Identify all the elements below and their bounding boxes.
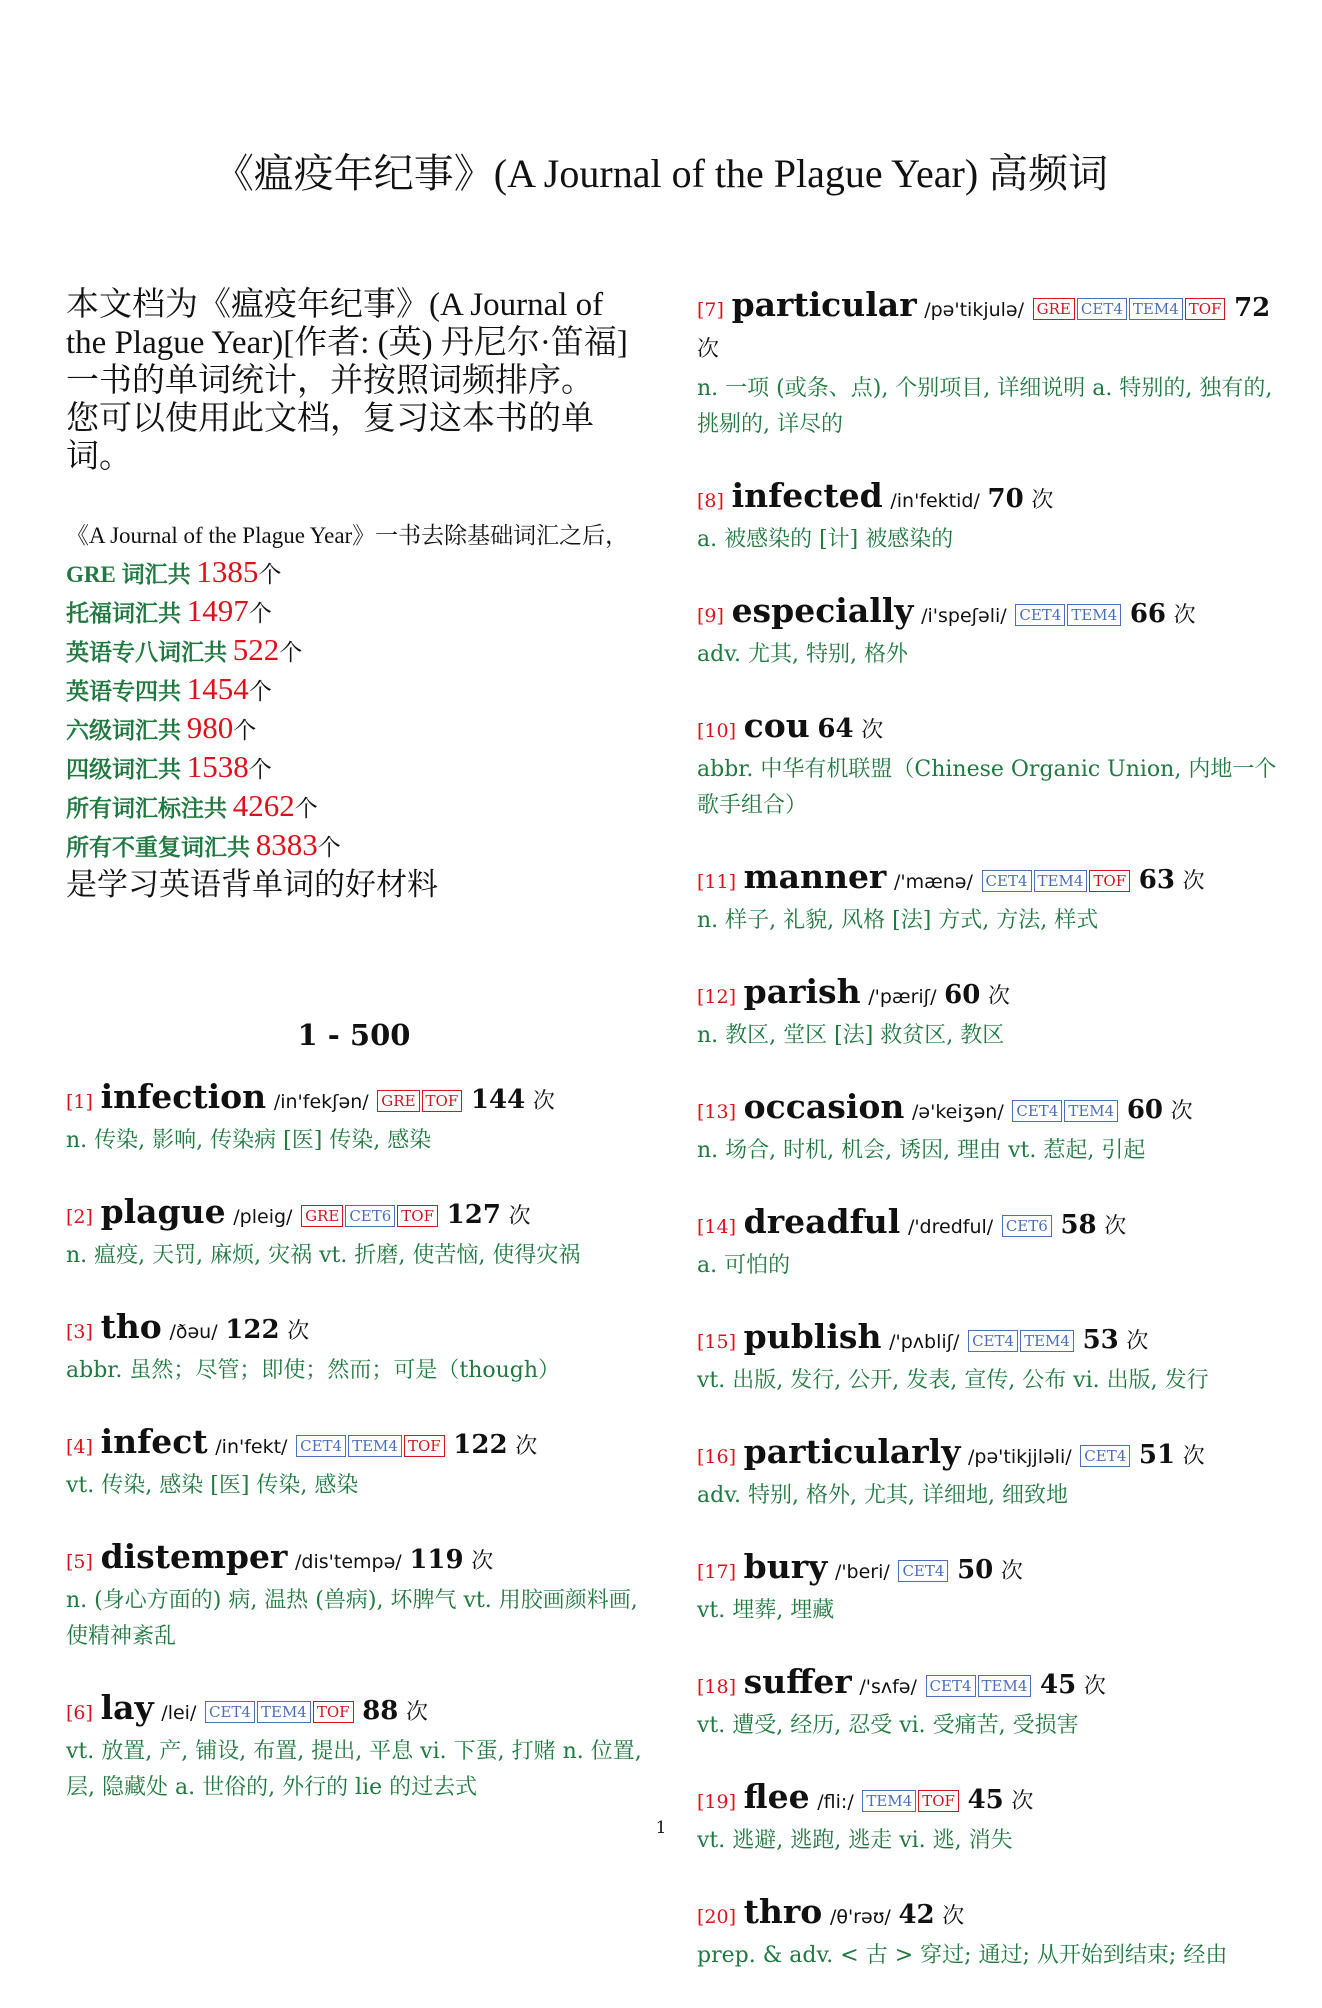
entry-head — [697, 707, 1287, 750]
entry-count-unit: 次 — [1000, 1559, 1023, 1584]
word-entry — [66, 1308, 642, 1389]
entry-definition: vt. 放置, 产, 铺设, 布置, 提出, 平息 vi. 下蛋, 打赌 n. 位置, 层, 隐藏处 a. 世俗的, 外行的 lie 的过去式 — [66, 1739, 642, 1800]
entry-phonetic: /dis'tempə/ — [295, 1551, 402, 1573]
exam-tag-badge: CET4 — [968, 1330, 1018, 1352]
entry-word: bury — [743, 1547, 828, 1586]
entry-definition: vt. 埋葬, 埋藏 — [697, 1598, 835, 1623]
entry-word: dreadful — [743, 1202, 901, 1241]
entry-definition: vt. 传染, 感染 [医] 传染, 感染 — [66, 1473, 359, 1498]
stat-label: GRE 词汇共 — [66, 562, 197, 587]
stat-line — [66, 827, 642, 866]
entry-index: [4] — [66, 1436, 93, 1458]
word-entry — [697, 1088, 1287, 1169]
intro-line-1: 本文档为《瘟疫年纪事》(A Journal of the Plague Year)[作者: (英) 丹尼尔·笛福] 一书的单词统计，并按照词频排序。 — [66, 287, 628, 399]
stat-label: 所有不重复词汇共 — [66, 835, 256, 860]
stat-label: 托福词汇共 — [66, 601, 187, 626]
entry-definition: vt. 遭受, 经历, 忍受 vi. 受痛苦, 受损害 — [697, 1713, 1079, 1738]
exam-tag-badge: TEM4 — [1129, 298, 1183, 320]
entry-phonetic: /in'fektid/ — [890, 490, 980, 512]
entry-count-unit: 次 — [508, 1204, 531, 1229]
exam-tag-badge: CET4 — [926, 1675, 976, 1697]
word-entry — [697, 1663, 1287, 1744]
entry-index: [5] — [66, 1551, 93, 1573]
entry-head — [697, 1318, 1287, 1361]
word-entry — [66, 1193, 642, 1274]
stat-line — [66, 749, 642, 788]
entry-count-unit: 次 — [861, 718, 884, 743]
entry-phonetic: /pə'tikjulə/ — [924, 299, 1025, 321]
exam-tag-badge: CET4 — [898, 1560, 948, 1582]
entry-count-unit: 次 — [1170, 1099, 1193, 1124]
entry-count-unit: 次 — [1104, 1214, 1127, 1239]
entry-head — [697, 1893, 1287, 1936]
exam-tag-badge: CET4 — [1080, 1445, 1130, 1467]
page-number: 1 — [655, 1818, 667, 1838]
entry-phonetic: /'beri/ — [834, 1561, 890, 1583]
stats-footer: 是学习英语背单词的好材料 — [66, 867, 438, 902]
entry-definition: adv. 尤其, 特别, 格外 — [697, 642, 908, 667]
entry-head — [697, 1663, 1287, 1706]
entry-head — [66, 1078, 642, 1121]
word-entry — [66, 1689, 642, 1806]
entry-index: [10] — [697, 720, 737, 742]
word-entry — [66, 1078, 642, 1159]
entry-count: 45 — [967, 1785, 1004, 1815]
entry-count-unit: 次 — [1031, 488, 1054, 513]
exam-tag-badge: TEM4 — [978, 1675, 1032, 1697]
entry-definition: abbr. 虽然；尽管；即使；然而；可是（though） — [66, 1358, 561, 1383]
entry-phonetic: /θ'rəʊ/ — [829, 1906, 891, 1928]
entry-definition: adv. 特别, 格外, 尤其, 详细地, 细致地 — [697, 1483, 1068, 1508]
entry-head — [66, 1193, 642, 1236]
entry-word: lay — [100, 1688, 154, 1727]
entry-index: [11] — [697, 871, 737, 893]
entry-head — [697, 1088, 1287, 1131]
entry-word: flee — [743, 1777, 810, 1816]
entry-definition: n. (身心方面的) 病, 温热 (兽病), 坏脾气 vt. 用胶画颜料画, 使精神紊乱 — [66, 1588, 638, 1649]
entry-count: 72 — [1234, 293, 1271, 323]
exam-tag-badge: CET4 — [1015, 604, 1065, 626]
entry-head — [697, 477, 1287, 520]
entry-word: thro — [743, 1892, 823, 1931]
entry-definition: a. 可怕的 — [697, 1253, 791, 1278]
entry-head — [697, 1433, 1287, 1476]
exam-tag-badge: TEM4 — [1020, 1330, 1074, 1352]
exam-tag-badge: TEM4 — [1034, 870, 1088, 892]
exam-tag-badge: TEM4 — [1067, 604, 1121, 626]
entry-definition: n. 教区, 堂区 [法] 救贫区, 教区 — [697, 1023, 1005, 1048]
stat-line — [66, 710, 642, 749]
entry-count: 58 — [1060, 1210, 1097, 1240]
entry-count-unit: 次 — [1011, 1789, 1034, 1814]
entry-count-unit: 次 — [1182, 869, 1205, 894]
entry-count-unit: 次 — [1083, 1674, 1106, 1699]
exam-tag-badge: GRE — [377, 1090, 419, 1112]
entry-phonetic: /'pʌbliʃ/ — [889, 1331, 960, 1353]
stats-intro: 《A Journal of the Plague Year》一书去除基础词汇之后， — [66, 523, 629, 548]
entry-phonetic: /pə'tikjjləli/ — [968, 1446, 1072, 1468]
entry-word: infection — [100, 1077, 267, 1116]
entry-count: 63 — [1138, 865, 1175, 895]
entry-count-unit: 次 — [287, 1319, 310, 1344]
exam-tag-badge: CET4 — [1012, 1100, 1062, 1122]
stat-line — [66, 788, 642, 827]
entry-word: manner — [743, 857, 887, 896]
stat-number: 1385 — [196, 554, 259, 589]
entry-index: [18] — [697, 1676, 737, 1698]
entry-head — [66, 1689, 642, 1732]
entry-head — [66, 1308, 642, 1351]
entry-count: 45 — [1040, 1670, 1077, 1700]
entry-word: suffer — [743, 1662, 852, 1701]
exam-tag-badge: CET4 — [296, 1435, 346, 1457]
entry-phonetic: /pleig/ — [233, 1206, 293, 1228]
exam-tag-badge: TOF — [313, 1701, 354, 1723]
entry-phonetic: /'pæriʃ/ — [868, 986, 937, 1008]
entry-index: [16] — [697, 1446, 737, 1468]
intro-line-2: 您可以使用此文档，复习这本书的单词。 — [66, 401, 594, 475]
entry-word: infect — [100, 1422, 208, 1461]
word-entry — [697, 1548, 1287, 1629]
exam-tag-badge: TOF — [404, 1435, 445, 1457]
entry-phonetic: /ðəu/ — [169, 1321, 218, 1343]
entry-index: [12] — [697, 986, 737, 1008]
stat-line — [66, 632, 642, 671]
stat-unit: 个 — [279, 640, 303, 665]
entry-count: 51 — [1138, 1440, 1176, 1470]
entry-word: parish — [743, 972, 861, 1011]
entry-word: publish — [743, 1317, 882, 1356]
entry-head — [697, 858, 1287, 901]
entry-count: 60 — [944, 980, 981, 1010]
entry-count: 66 — [1129, 599, 1167, 629]
entry-index: [19] — [697, 1791, 737, 1813]
exam-tag-badge: TEM4 — [348, 1435, 402, 1457]
stat-number: 8383 — [255, 827, 318, 862]
exam-tag-badge: GRE — [1033, 298, 1075, 320]
entry-phonetic: /'mænə/ — [893, 871, 973, 893]
entry-index: [20] — [697, 1906, 737, 1928]
word-entry — [697, 707, 1287, 824]
word-entry — [697, 1318, 1287, 1399]
entry-definition: vt. 逃避, 逃跑, 逃走 vi. 逃, 消失 — [697, 1828, 1013, 1853]
entry-count: 42 — [898, 1900, 935, 1930]
entry-count-unit: 次 — [471, 1549, 494, 1574]
entry-word: distemper — [100, 1537, 288, 1576]
word-entry — [697, 858, 1287, 939]
entry-count: 122 — [453, 1430, 508, 1460]
entry-word: especially — [731, 591, 914, 630]
entry-count-unit: 次 — [1182, 1444, 1205, 1469]
entry-count-unit: 次 — [942, 1904, 965, 1929]
entry-index: [13] — [697, 1101, 737, 1123]
entry-count-unit: 次 — [532, 1089, 555, 1114]
word-entry — [697, 592, 1287, 673]
entry-count: 144 — [470, 1085, 526, 1115]
entry-count-unit: 次 — [1173, 603, 1196, 628]
stat-unit: 个 — [248, 757, 272, 782]
entry-count-unit: 次 — [515, 1434, 538, 1459]
word-list-right — [697, 286, 1287, 1974]
entry-head — [697, 286, 1287, 369]
entry-word: cou — [743, 706, 810, 745]
entry-phonetic: /in'fekʃən/ — [273, 1091, 369, 1113]
entry-count: 122 — [225, 1315, 280, 1345]
entry-count: 88 — [362, 1696, 399, 1726]
exam-tag-badge: CET4 — [982, 870, 1032, 892]
word-entry — [66, 1423, 642, 1504]
entry-definition: n. 场合, 时机, 机会, 诱因, 理由 vt. 惹起, 引起 — [697, 1138, 1146, 1163]
word-entry — [66, 1538, 642, 1655]
stat-unit: 个 — [233, 718, 257, 743]
entry-head — [66, 1538, 642, 1581]
stat-label: 英语专四共 — [66, 679, 187, 704]
entry-definition: n. 瘟疫, 天罚, 麻烦, 灾祸 vt. 折磨, 使苦恼, 使得灾祸 — [66, 1243, 581, 1268]
word-entry — [697, 1893, 1287, 1974]
entry-count: 60 — [1126, 1095, 1164, 1125]
entry-phonetic: /'sʌfə/ — [859, 1676, 917, 1698]
word-entry — [697, 477, 1287, 558]
entry-index: [15] — [697, 1331, 737, 1353]
entry-definition: n. 一项 (或条、点), 个别项目, 详细说明 a. 特别的, 独有的, 挑剔的, 详尽的 — [697, 376, 1273, 437]
entry-index: [1] — [66, 1091, 93, 1113]
exam-tag-badge: CET4 — [205, 1701, 255, 1723]
entry-index: [3] — [66, 1321, 93, 1343]
exam-tag-badge: TOF — [422, 1090, 463, 1112]
entry-index: [9] — [697, 605, 724, 627]
exam-tag-badge: TEM4 — [862, 1790, 916, 1812]
stat-number: 1538 — [186, 749, 249, 784]
entry-phonetic: /i'speʃəli/ — [921, 605, 1007, 627]
word-entry — [697, 1433, 1287, 1514]
entry-head — [697, 592, 1287, 635]
entry-definition: abbr. 中华有机联盟（Chinese Organic Union, 内地一个歌手组合） — [697, 757, 1277, 818]
entry-phonetic: /in'fekt/ — [215, 1436, 288, 1458]
page-title: 《瘟疫年纪事》(A Journal of the Plague Year) 高频词 — [213, 151, 1109, 196]
exam-tag-badge: CET4 — [1077, 298, 1127, 320]
entry-count: 50 — [957, 1555, 994, 1585]
exam-tag-badge: GRE — [301, 1205, 343, 1227]
stat-number: 1454 — [186, 671, 249, 706]
entry-count: 64 — [817, 714, 854, 744]
entry-definition: n. 传染, 影响, 传染病 [医] 传染, 感染 — [66, 1128, 432, 1153]
exam-tag-badge: TOF — [1185, 298, 1226, 320]
stats-block — [66, 518, 642, 904]
intro-paragraph — [66, 286, 642, 476]
entry-index: [8] — [697, 490, 724, 512]
entry-word: infected — [731, 476, 883, 515]
entry-count-unit: 次 — [1126, 1329, 1149, 1354]
exam-tag-badge: TEM4 — [257, 1701, 311, 1723]
right-column — [697, 286, 1287, 2008]
exam-tag-badge: CET6 — [345, 1205, 395, 1227]
entry-phonetic: /ə'keiʒən/ — [912, 1101, 1004, 1123]
stat-line — [66, 593, 642, 632]
word-entry — [697, 973, 1287, 1054]
entry-head — [697, 973, 1287, 1016]
stat-line — [66, 671, 642, 710]
stat-line — [66, 554, 642, 593]
entry-count-unit: 次 — [697, 337, 720, 362]
stat-unit: 个 — [294, 796, 318, 821]
entry-phonetic: /lei/ — [161, 1702, 197, 1724]
entry-definition: a. 被感染的 [计] 被感染的 — [697, 527, 954, 552]
entry-head — [697, 1548, 1287, 1591]
exam-tag-badge: TOF — [1089, 870, 1130, 892]
entry-count: 119 — [409, 1545, 464, 1575]
entry-count: 70 — [987, 484, 1024, 514]
stat-unit: 个 — [248, 679, 272, 704]
stat-unit: 个 — [248, 601, 272, 626]
entry-index: [14] — [697, 1216, 737, 1238]
stat-label: 六级词汇共 — [66, 718, 187, 743]
exam-tag-badge: TEM4 — [1064, 1100, 1118, 1122]
entry-count-unit: 次 — [987, 984, 1010, 1009]
entry-definition: n. 样子, 礼貌, 风格 [法] 方式, 方法, 样式 — [697, 908, 1099, 933]
entry-word: particularly — [743, 1432, 961, 1471]
entry-head — [697, 1203, 1287, 1246]
entry-index: [2] — [66, 1206, 93, 1228]
stat-unit: 个 — [258, 562, 282, 587]
word-entry — [697, 1203, 1287, 1284]
entry-head — [66, 1423, 642, 1466]
stat-number: 1497 — [186, 593, 249, 628]
entry-phonetic: /'dredful/ — [907, 1216, 994, 1238]
stat-number: 522 — [232, 632, 280, 667]
entry-count: 53 — [1082, 1325, 1119, 1355]
entry-definition: prep. & adv. < 古 > 穿过; 通过; 从开始到结束; 经由 — [697, 1943, 1228, 1968]
entry-head — [697, 1778, 1287, 1821]
exam-tag-badge: TOF — [918, 1790, 959, 1812]
entry-count-unit: 次 — [406, 1700, 429, 1725]
left-column — [66, 286, 642, 1840]
word-list-left — [66, 1078, 642, 1806]
exam-tag-badge: TOF — [397, 1205, 438, 1227]
stat-label: 英语专八词汇共 — [66, 640, 233, 665]
stat-label: 四级词汇共 — [66, 757, 187, 782]
stat-unit: 个 — [317, 835, 341, 860]
stat-number: 980 — [186, 710, 234, 745]
stat-number: 4262 — [232, 788, 295, 823]
exam-tag-badge: CET6 — [1002, 1215, 1052, 1237]
stats-list — [66, 554, 642, 866]
entry-word: occasion — [743, 1087, 905, 1126]
entry-word: particular — [731, 285, 917, 324]
entry-definition: vt. 出版, 发行, 公开, 发表, 宣传, 公布 vi. 出版, 发行 — [697, 1368, 1209, 1393]
entry-word: tho — [100, 1307, 162, 1346]
entry-phonetic: /fli:/ — [817, 1791, 854, 1813]
entry-index: [17] — [697, 1561, 737, 1583]
range-heading: 1 - 500 — [297, 1018, 411, 1052]
word-entry — [697, 286, 1287, 443]
entry-index: [6] — [66, 1702, 93, 1724]
stat-label: 所有词汇标注共 — [66, 796, 233, 821]
entry-index: [7] — [697, 299, 724, 321]
entry-count: 127 — [446, 1200, 501, 1230]
entry-word: plague — [100, 1192, 226, 1231]
